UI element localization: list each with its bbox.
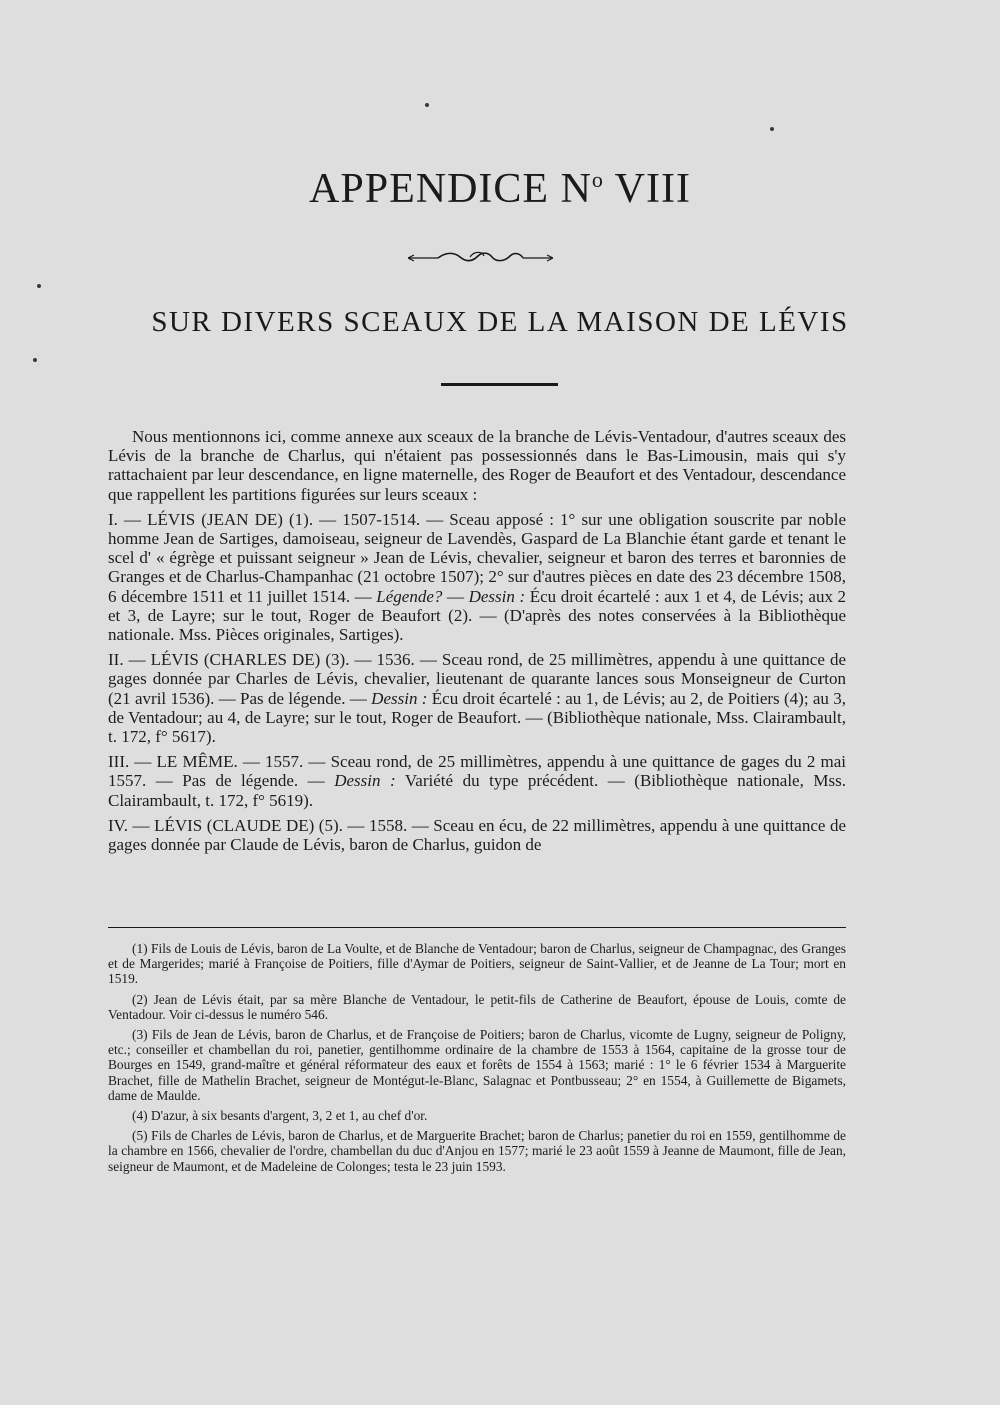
footnote-2: (2) Jean de Lévis était, par sa mère Blanche de Ventadour, le petit-fils de Catherine de Beaufort, épouse de Louis, comte de Ventadour. Voir ci-dessus le numéro 546. [108,991,846,1022]
footnote-4: (4) D'azur, à six besants d'argent, 3, 2 et 1, au chef d'or. [132,1108,428,1124]
seal-entry-4: IV. — LÉVIS (CLAUDE DE) (5). — 1558. — Sceau en écu, de 22 millimètres, appendu à une quittance de gages donnée par Claude de Lévis, baron de Charlus, guidon de [108,815,846,855]
footnotes [108,941,846,1179]
footnote-rule [108,927,846,928]
title-number: VIII [603,166,691,212]
main-text [108,427,846,860]
intro-paragraph: Nous mentionnons ici, comme annexe aux sceaux de la branche de Lévis-Ventadour, d'autres sceaux des Lévis de la branche de Charlus, qui n'étaient pas possessionnés dans le Bas-Limousin, mais qui s'y rattachaient par leur descendance, en ligne maternelle, des Roger de Beaufort et des Ventadour, descendance que rappellent les partitions figurées sur leurs sceaux : [108,427,846,504]
title-degree: o [591,167,604,192]
footnote-5: (5) Fils de Charles de Lévis, baron de Charlus, et de Marguerite Brachet; baron de Charlus; panetier du roi en 1559, gentilhomme de la chambre en 1566, chevalier de l'ordre, chambellan du duc d'Anjou en 1577; marié le 23 août 1559 à Jeanne de Maumont, fille de Jean, seigneur de Maumont, et de Madeleine de Colonges; testa le 23 juin 1593. [108,1128,846,1174]
title-prefix: APPENDICE N [309,166,592,212]
footnote-3: (3) Fils de Jean de Lévis, baron de Charlus, et de Françoise de Poitiers; baron de Charlus, vicomte de Lugny, seigneur de Poligny, etc.; conseiller et chambellan du roi, panetier, gentilhomme ordinaire de la chambre de 1553 à 1564, capitaine de la grosse tour de Bourges en 1549, grand-maître et général réformateur des eaux et forêts de 1554 à 1563; marié : 1° le 6 février 1534 à Marguerite Brachet, fille de Mathelin Brachet, seigneur de Montégut-le-Blanc, Salagnac et Pontbusseau; 2° en 1554, à Guillemette de Bigamets, dame de Maulde. [108,1027,846,1103]
title-rule [441,383,558,386]
footnote-1: (1) Fils de Louis de Lévis, baron de La Voulte, et de Blanche de Ventadour; baron de Charlus, seigneur de Champagnac, des Granges et de Margerides; marié à Françoise de Poitiers, fille d'Aymar de Poitiers, seigneur de Saint-Vallier, et de Jeanne de La Tour; mort en 1519. [108,941,846,987]
print-speck [33,358,37,362]
seal-entry-1: I. — LÉVIS (JEAN DE) (1). — 1507-1514. — Sceau apposé : 1° sur une obligation souscrite par noble homme Jean de Sartiges, damoiseau, seigneur de Lavendès, Gaspard de La Blanchie étant garde et tenant le scel d' « égrège et puissant seigneur » Jean de Lévis, chevalier, seigneur et baron des terres et baronnies de Granges et de Charlus-Champanhac (21 octobre 1507); 2° sur d'autres pièces en date des 23 décembre 1508, 6 décembre 1511 et 11 juillet 1514. — Légende? — Dessin : Écu droit écartelé : aux 1 et 4, de Lévis; aux 2 et 3, de Layre; sur le tout, Roger de Beaufort (2). — (D'après des notes conservées à la Bibliothèque nationale. Mss. Pièces originales, Sartiges). [108,509,847,645]
page-subtitle: SUR DIVERS SCEAUX DE LA MAISON DE LÉVIS [151,306,849,338]
seal-entry-2: II. — LÉVIS (CHARLES DE) (3). — 1536. — Sceau rond, de 25 millimètres, appendu à une quittance de gages donnée par Charles de Lévis, chevalier, lieutenant de quarante lances sous Monseigneur de Curton (21 avril 1536). — Pas de légende. — Dessin : Écu droit écartelé : au 1, de Lévis; au 2, de Poitiers (4); au 3, de Ventadour; au 4, de Layre; sur le tout, Roger de Beaufort. — (Bibliothèque nationale, Mss. Clairambault, t. 172, f° 5617). [108,650,847,747]
page-title [0,168,1000,210]
print-speck [425,103,429,107]
seal-entry-3: III. — LE MÊME. — 1557. — Sceau rond, de 25 millimètres, appendu à une quittance de gages du 2 mai 1557. — Pas de légende. — Dessin : Variété du type précédent. — (Bibliothèque nationale, Mss. Clairambault, t. 172, f° 5619). [108,752,846,810]
print-speck [770,127,774,131]
print-speck [37,284,41,288]
ornament-flourish-icon [408,248,553,268]
